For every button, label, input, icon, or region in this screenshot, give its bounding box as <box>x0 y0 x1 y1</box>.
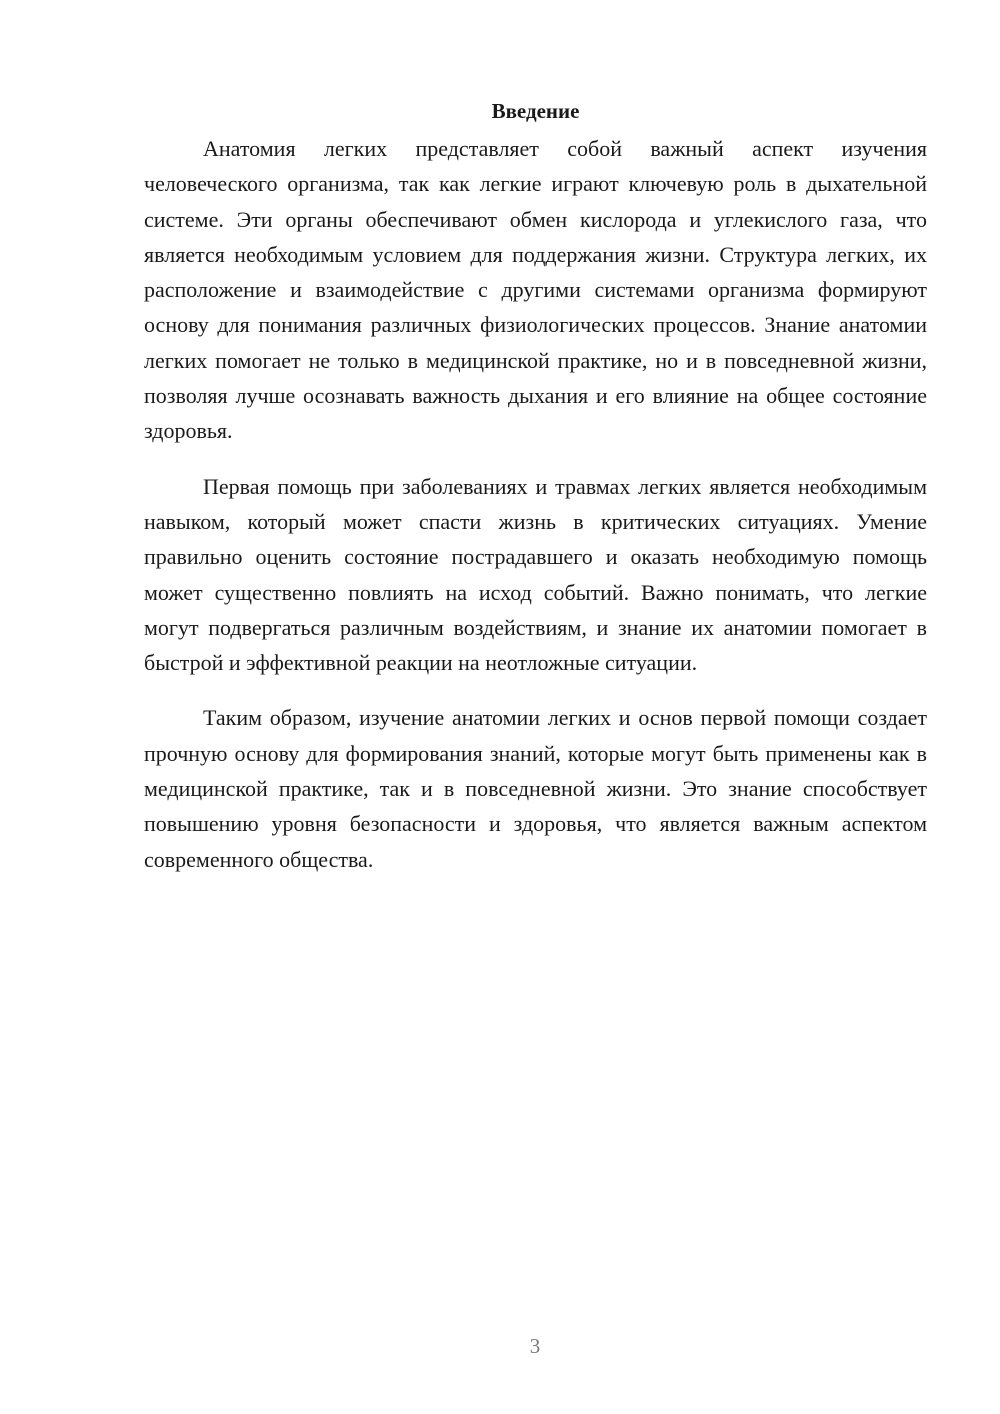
paragraph-1: Анатомия легких представляет собой важный аспект изучения человеческого организма, так как легкие играют ключевую роль в дыхательной системе. Эти органы обеспечивают обмен кислорода и углекислого газа, что является необходимым условием для поддержания жизни. Структура легких, их расположение и взаимодействие с другими системами организма формируют основу для понимания различных физиологических процессов. Знание анатомии легких помогает не только в медицинской практике, но и в повседневной жизни, позволяя лучше осознавать важность дыхания и его влияние на общее состояние здоровья. <box>144 136 927 444</box>
page-content <box>144 96 927 897</box>
section-heading: Введение <box>491 99 580 123</box>
page-number: 3 <box>529 1334 541 1358</box>
paragraph-2: Первая помощь при заболеваниях и травмах легких является необходимым навыком, который может спасти жизнь в критических ситуациях. Умение правильно оценить состояние пострадавшего и оказать необходимую помощь может существенно повлиять на исход событий. Важно понимать, что легкие могут подвергаться различным воздействиям, и знание их анатомии помогает в быстрой и эффективной реакции на неотложные ситуации. <box>144 473 927 676</box>
paragraph-3: Таким образом, изучение анатомии легких и основ первой помощи создает прочную основу для формирования знаний, которые могут быть применены как в медицинской практике, так и в повседневной жизни. Это знание способствует повышению уровня безопасности и здоровья, что является важным аспектом современного общества. <box>144 705 927 872</box>
